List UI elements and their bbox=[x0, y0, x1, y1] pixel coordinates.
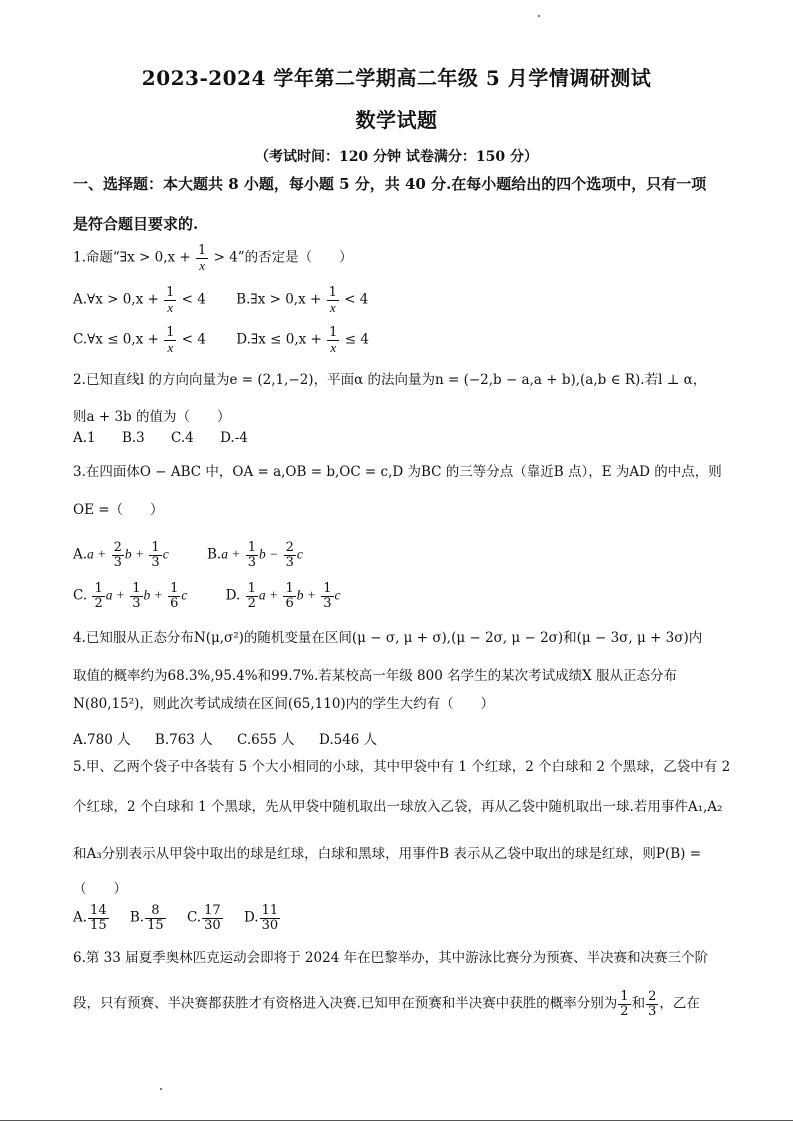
opt-frac bbox=[164, 326, 176, 354]
opt-frac bbox=[145, 904, 166, 932]
opt-frac bbox=[202, 904, 223, 932]
section-heading-line1: 一、选择题：本大题共 8 小题，每小题 5 分，共 40 分.在每小题给出的四个选项中，只有一项 bbox=[73, 175, 707, 193]
q3-option-c bbox=[73, 582, 187, 610]
frac-den: 3 bbox=[132, 595, 141, 611]
opt-frac bbox=[149, 541, 161, 569]
frac-num: 1 bbox=[166, 285, 175, 300]
opt-pre: D.∃x ≤ 0,x + bbox=[236, 331, 322, 348]
q6-line1: 6.第 33 届夏季奥林匹克运动会即将于 2024 年在巴黎举办，其中游泳比赛分为预赛、半决赛和决赛三个阶 bbox=[73, 950, 709, 966]
frac-num: 11 bbox=[261, 903, 279, 918]
frac-num: 1 bbox=[132, 581, 141, 596]
frac-den: x bbox=[167, 299, 174, 315]
frac-num: 2 bbox=[113, 540, 122, 555]
frac-num: 2 bbox=[648, 989, 657, 1004]
bottom-rule bbox=[0, 1120, 793, 1121]
frac-den: x bbox=[330, 339, 337, 355]
q2-line2: 则a + 3b 的值为（ ） bbox=[73, 409, 231, 425]
opt-label: A. bbox=[73, 909, 88, 926]
frac-den: 6 bbox=[285, 595, 294, 611]
opt-frac bbox=[88, 904, 109, 932]
q3-options-cd bbox=[73, 582, 367, 610]
opt-post: < 4 bbox=[344, 291, 369, 308]
q1-options-cd bbox=[73, 326, 395, 354]
q5-option-b bbox=[130, 904, 167, 932]
section-heading-line2: 是符合题目要求的. bbox=[73, 215, 199, 233]
frac-num: 1 bbox=[151, 540, 160, 555]
opt-frac bbox=[92, 582, 104, 610]
q6-line2-post: ，乙在 bbox=[659, 995, 700, 1012]
frac-num: 1 bbox=[329, 325, 338, 340]
frac-den: 30 bbox=[261, 917, 279, 933]
opt-frac bbox=[260, 904, 281, 932]
frac-num: 17 bbox=[204, 903, 221, 918]
frac-den: 30 bbox=[204, 917, 221, 933]
q6-line2 bbox=[73, 990, 700, 1018]
q5-line3: 和A₃分别表示从甲袋中取出的球是红球，白球和黑球，用事件B 表示从乙袋中取出的球是红球，则P(B) = bbox=[73, 846, 702, 862]
q6-line2-pre: 段，只有预赛、半决赛都获胜才有资格进入决赛.已知甲在预赛和半决赛中获胜的概率分别为 bbox=[73, 995, 618, 1012]
frac-den: x bbox=[329, 299, 336, 315]
q4-option-b: B.763 人 bbox=[154, 732, 213, 748]
q1-fraction bbox=[196, 244, 208, 272]
term: b − bbox=[259, 546, 279, 562]
q1-option-d bbox=[236, 326, 369, 354]
term: a + bbox=[258, 587, 279, 603]
q6-line2-mid: 和 bbox=[631, 995, 646, 1012]
exam-info: （考试时间：120 分钟 试卷满分：150 分） bbox=[254, 149, 539, 165]
q5-options bbox=[73, 904, 297, 932]
opt-frac bbox=[164, 286, 176, 314]
frac-num: 2 bbox=[285, 540, 294, 555]
q4-line1: 4.已知服从正态分布N(μ,σ²)的随机变量在区间(μ − σ, μ + σ),(μ − 2σ, μ − 2σ)和(μ − 3σ, μ + 3σ)内 bbox=[73, 630, 703, 646]
frac-den: 3 bbox=[151, 554, 160, 570]
term: b + bbox=[124, 546, 145, 562]
frac-num: 1 bbox=[94, 581, 103, 596]
frac-den: 3 bbox=[113, 554, 122, 570]
frac-den: 2 bbox=[620, 1003, 629, 1019]
frac-num: 1 bbox=[166, 325, 175, 340]
opt-frac bbox=[246, 582, 258, 610]
q4-option-a: A.780 人 bbox=[73, 732, 131, 748]
term: b + bbox=[296, 587, 316, 603]
frac-den: x bbox=[167, 339, 174, 355]
term: c bbox=[181, 587, 188, 603]
opt-frac bbox=[283, 582, 295, 610]
opt-label: B. bbox=[129, 909, 145, 926]
q6-frac1 bbox=[618, 990, 630, 1018]
q3-option-a bbox=[73, 541, 169, 569]
frac-den: 2 bbox=[94, 595, 103, 611]
q4-option-d: D.546 人 bbox=[318, 732, 378, 748]
opt-label: A. bbox=[73, 546, 88, 563]
q5-line2: 个红球，2 个白球和 1 个黑球，先从甲袋中随机取出一球放入乙袋，再从乙袋中随机取出一球.若用事件A₁,A₂ bbox=[73, 799, 723, 815]
q1-stem bbox=[73, 244, 353, 272]
frac-num: 1 bbox=[198, 243, 207, 258]
frac-den: 3 bbox=[323, 595, 332, 611]
frac-num: 1 bbox=[323, 581, 332, 596]
scan-speck bbox=[160, 1088, 162, 1090]
q1-option-c bbox=[73, 326, 206, 354]
q1-stem-pre: 1.命题“∃x > 0,x + bbox=[73, 249, 191, 266]
term: a + bbox=[221, 546, 241, 562]
opt-frac bbox=[168, 582, 180, 610]
q2-line1: 2.已知直线l 的方向向量为e = (2,1,−2)，平面α 的法向量为n = (−2,b − a,a + b),(a,b ∈ R).若l ⊥ α， bbox=[73, 372, 707, 388]
q5-line4: （ ） bbox=[73, 881, 127, 897]
frac-num: 8 bbox=[145, 904, 166, 919]
opt-frac bbox=[284, 541, 296, 569]
q4-line3: N(80,15²)，则此次考试成绩在区间(65,110)内的学生大约有（ ） bbox=[73, 696, 495, 712]
q3-line1: 3.在四面体O − ABC 中，OA = a,OB = b,OC = c,D 为BC 的三等分点（靠近B 点），E 为AD 的中点，则 bbox=[73, 464, 722, 480]
q3-options-ab bbox=[73, 541, 329, 569]
term: c bbox=[296, 546, 303, 562]
frac-den: x bbox=[199, 257, 206, 273]
opt-frac bbox=[327, 326, 339, 354]
q2-option-a: A.1 bbox=[73, 430, 96, 446]
frac-den: 15 bbox=[90, 917, 107, 933]
frac-den: 2 bbox=[247, 595, 256, 611]
opt-label: C. bbox=[73, 587, 88, 604]
frac-num: 1 bbox=[170, 581, 179, 596]
q4-line2: 取值的概率约为68.3%,95.4%和99.7%.若某校高一年级 800 名学生的某次考试成绩X 服从正态分布 bbox=[73, 668, 677, 684]
opt-post: < 4 bbox=[181, 331, 206, 348]
q4-options bbox=[73, 728, 397, 748]
q4-option-c: C.655 人 bbox=[236, 732, 295, 748]
term: c bbox=[334, 587, 341, 603]
exam-title: 2023-2024 学年第二学期高二年级 5 月学情调研测试 bbox=[141, 66, 652, 90]
q2-option-b: B.3 bbox=[121, 430, 145, 446]
opt-post: < 4 bbox=[181, 291, 206, 308]
opt-pre: C.∀x ≤ 0,x + bbox=[73, 331, 159, 348]
frac-num: 1 bbox=[328, 285, 337, 300]
frac-den: 3 bbox=[247, 554, 257, 570]
opt-post: ≤ 4 bbox=[344, 331, 369, 348]
opt-frac bbox=[246, 541, 258, 569]
q3-option-b bbox=[207, 541, 303, 569]
q6-frac2 bbox=[646, 990, 658, 1018]
frac-num: 14 bbox=[90, 903, 107, 918]
subject-title: 数学试题 bbox=[355, 108, 438, 132]
frac-den: 15 bbox=[147, 917, 164, 933]
scan-speck bbox=[538, 15, 540, 17]
q5-option-d bbox=[244, 904, 281, 932]
opt-label: D. bbox=[225, 587, 241, 604]
opt-frac bbox=[327, 286, 339, 314]
opt-pre: A.∀x > 0,x + bbox=[73, 291, 159, 308]
opt-frac bbox=[112, 541, 124, 569]
q1-option-b bbox=[236, 286, 368, 314]
q2-option-c: C.4 bbox=[171, 430, 194, 446]
q3-option-d bbox=[226, 582, 341, 610]
term: a + bbox=[87, 546, 107, 562]
q2-option-d: D.-4 bbox=[220, 430, 248, 446]
frac-num: 1 bbox=[620, 989, 629, 1004]
opt-label: C. bbox=[186, 909, 202, 926]
term: b + bbox=[143, 587, 163, 603]
frac-num: 1 bbox=[285, 581, 294, 596]
term: c bbox=[162, 546, 169, 562]
q2-options bbox=[73, 430, 270, 446]
opt-label: D. bbox=[243, 909, 259, 926]
term: a + bbox=[105, 587, 125, 603]
q3-line2: OE =（ ） bbox=[73, 502, 164, 518]
q5-option-c bbox=[187, 904, 224, 932]
q1-options-ab bbox=[73, 286, 394, 314]
opt-frac bbox=[321, 582, 333, 610]
frac-den: 3 bbox=[285, 554, 294, 570]
q1-stem-post: > 4”的否定是（ ） bbox=[213, 249, 353, 266]
frac-num: 1 bbox=[247, 540, 257, 555]
opt-frac bbox=[130, 582, 142, 610]
frac-den: 6 bbox=[170, 595, 179, 611]
q5-option-a bbox=[73, 904, 110, 932]
q5-line1: 5.甲、乙两个袋子中各装有 5 个大小相同的小球，其中甲袋中有 1 个红球，2 个白球和 2 个黑球，乙袋中有 2 bbox=[73, 759, 731, 775]
opt-pre: B.∃x > 0,x + bbox=[236, 291, 322, 308]
opt-label: B. bbox=[207, 546, 222, 563]
frac-den: 3 bbox=[648, 1003, 657, 1019]
frac-num: 1 bbox=[247, 581, 256, 596]
q1-option-a bbox=[73, 286, 206, 314]
